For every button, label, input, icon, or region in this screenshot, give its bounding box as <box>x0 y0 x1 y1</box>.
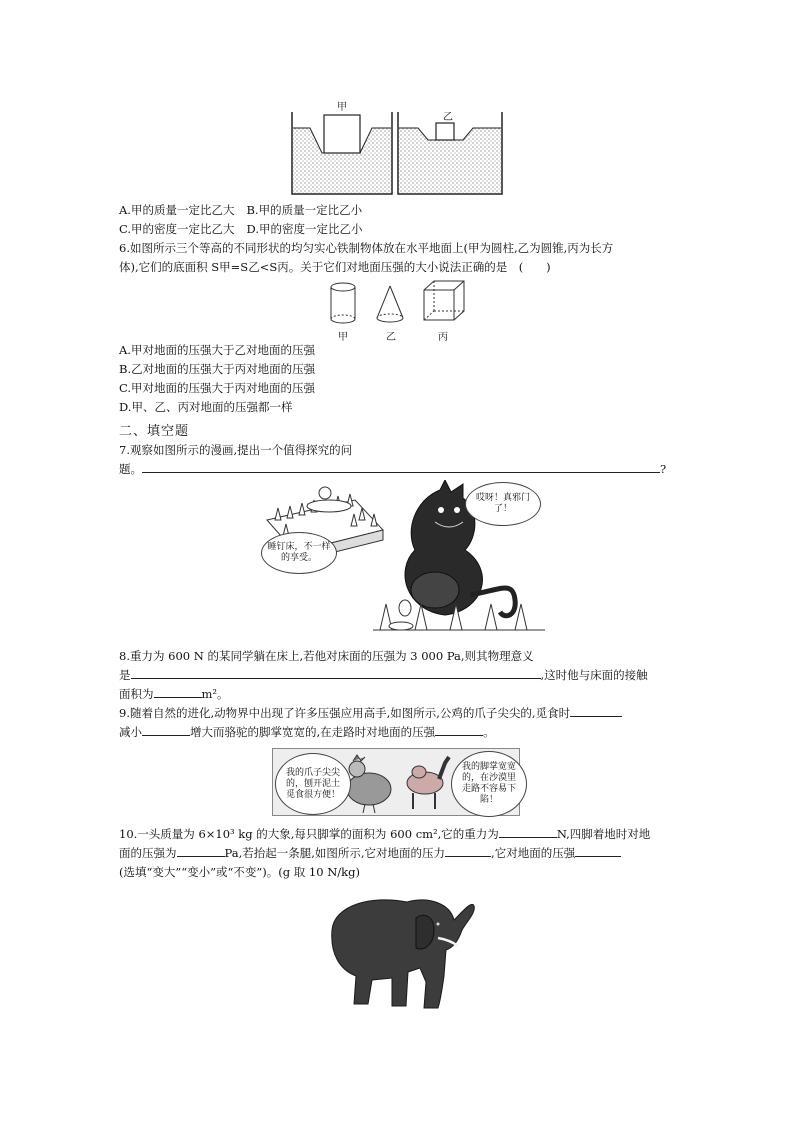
q8-blank-area[interactable] <box>154 686 202 698</box>
q6-option-b: B.乙对地面的压强大于丙对地面的压强 <box>119 362 316 376</box>
elephant-drawing <box>312 890 482 1015</box>
q8-stem-line3 <box>119 686 229 702</box>
q10-line1-b: N,四脚着地时对地 <box>556 827 651 841</box>
q7-line2-end: ? <box>660 462 667 476</box>
q6-stem-line2: 体),它们的底面积 S甲=S乙<S丙。关于它们对地面压强的大小说法正确的是 ( ) <box>119 260 551 274</box>
q5-option-a: A.甲的质量一定比乙大 <box>119 203 235 217</box>
tank-figure-drawing <box>288 98 506 198</box>
q10-stem-line2 <box>119 845 621 861</box>
q10-line2-a: 面的压强为 <box>119 846 177 860</box>
cuboid-shape <box>424 281 464 320</box>
q9-blank-3[interactable] <box>435 724 483 736</box>
q9-blank-1[interactable] <box>570 705 622 717</box>
q9-line1-start: 9.随着自然的进化,动物界中出现了许多压强应用高手,如图所示,公鸡的爪子尖尖的,觅食时 <box>119 706 571 720</box>
q6-option-c: C.甲对地面的压强大于丙对地面的压强 <box>119 381 316 395</box>
solid-label-jia: 甲 <box>338 332 348 343</box>
q6-option-a: A.甲对地面的压强大于乙对地面的压强 <box>119 343 315 357</box>
q8-line3-start: 面积为 <box>119 687 154 701</box>
q10-blank-pressure[interactable] <box>177 845 225 857</box>
q8-blank-meaning[interactable] <box>131 667 541 679</box>
q10-line1-a: 10.一头质量为 6×10³ kg 的大象,每只脚掌的面积为 600 cm²,它的重力为 <box>119 827 499 841</box>
cylinder-shape <box>331 283 355 323</box>
q8-line3-end: m²。 <box>201 687 229 701</box>
q5-options-row2 <box>119 221 363 237</box>
q7-answer-blank[interactable] <box>142 461 660 473</box>
q9-line2-a: 减小 <box>119 725 142 739</box>
solids-figure <box>322 278 472 342</box>
q8-line2-start: 是 <box>119 668 131 682</box>
q7-stem-line2 <box>119 461 666 477</box>
elephant-image <box>312 890 482 1015</box>
tank-label-left: 甲 <box>337 102 347 113</box>
speech-bubble-camel: 我的脚掌宽宽的，在沙漠里走路不容易下陷！ <box>451 751 527 817</box>
q9-blank-2[interactable] <box>142 724 190 736</box>
q5-option-b: B.甲的质量一定比乙小 <box>246 203 363 217</box>
q7-stem-line1: 7.观察如图所示的漫画,提出一个值得探究的问 <box>119 443 353 457</box>
q5-options-row1 <box>119 202 362 218</box>
speech-bubble-nailbed: 睡钉床，不一样的享受。 <box>261 532 337 574</box>
section-heading: 二、填空题 <box>119 424 190 439</box>
q5-option-d: D.甲的密度一定比乙小 <box>246 222 363 236</box>
q8-stem-line1: 8.重力为 600 N 的某同学躺在床上,若他对床面的压强为 3 000 Pa,则其物理意义 <box>119 649 534 663</box>
speech-bubble-rooster: 我的爪子尖尖的，刨开泥土觅食很方便！ <box>275 753 351 815</box>
q10-blank-force-change[interactable] <box>445 845 491 857</box>
q10-stem-line1 <box>119 826 650 842</box>
q6-stem-line1: 6.如图所示三个等高的不同形状的均匀实心铁制物体放在水平地面上(甲为圆柱,乙为圆锥,丙为长方 <box>119 241 614 255</box>
q7-line2-start: 题。 <box>119 462 142 476</box>
cone-shape <box>377 286 403 322</box>
q9-line2-end: 。 <box>483 725 495 739</box>
q10-line2-b: Pa,若抬起一条腿,如图所示,它对地面的压力 <box>224 846 446 860</box>
tank-label-right: 乙 <box>443 112 453 123</box>
q10-blank-weight[interactable] <box>499 826 557 838</box>
solids-drawing <box>322 278 472 328</box>
q8-line2-end: ,这时他与床面的接触 <box>540 668 648 682</box>
q9-line2-b: 增大而骆驼的脚掌宽宽的,在走路时对地面的压强 <box>190 725 436 739</box>
nail-bed-cartoon <box>255 480 545 640</box>
solid-label-bing: 丙 <box>438 332 448 343</box>
q10-line2-c: ,它对地面的压强 <box>491 846 576 860</box>
speech-bubble-cat: 哎呀！真邪门了！ <box>465 482 541 526</box>
rooster-camel-cartoon <box>272 748 520 816</box>
solid-label-yi: 乙 <box>386 332 396 343</box>
q8-stem-line2 <box>119 667 648 683</box>
tank-figure <box>288 98 506 198</box>
q6-option-d: D.甲、乙、丙对地面的压强都一样 <box>119 400 293 414</box>
q9-stem-line2 <box>119 724 495 740</box>
q9-stem-line1 <box>119 705 622 721</box>
q5-option-c: C.甲的密度一定比乙大 <box>119 222 235 236</box>
q10-blank-pressure-change[interactable] <box>575 845 621 857</box>
q10-stem-line3: (选填“变大”“变小”或“不变”)。(g 取 10 N/kg) <box>119 865 360 879</box>
